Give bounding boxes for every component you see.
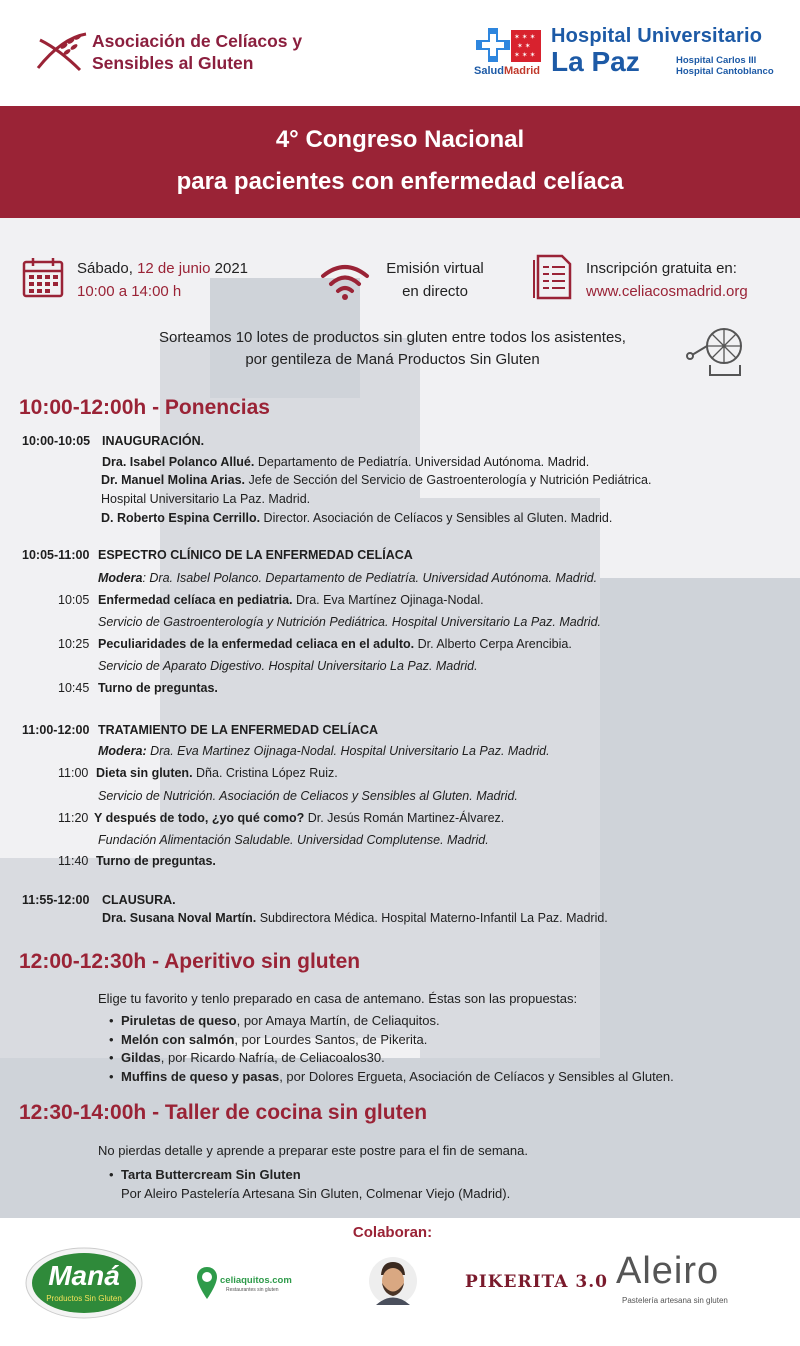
hospital-name-line2: La Paz [551, 46, 640, 77]
salud-madrid-label: SaludMadrid [474, 65, 541, 77]
section-intro: Elige tu favorito y tenlo preparado en casa de antemano. Éstas son las propuestas: [98, 991, 578, 1006]
section-title-aperitivo: 12:00-12:30h - Aperitivo sin gluten [19, 950, 361, 973]
talk-time: 11:00 [58, 766, 89, 780]
registration-info: Inscripción gratuita en: www.celiacosmadrid.org [586, 257, 748, 303]
celiaquitos-logo: celiaquitos.com Restaurantes sin gluten [196, 1266, 316, 1306]
header [0, 0, 800, 106]
section-title-taller: 12:30-14:00h - Taller de cocina sin gluten [19, 1101, 428, 1124]
event-date-time: Sábado, 12 de junio 2021 10:00 a 14:00 h [77, 260, 249, 300]
list-item: • Piruletas de queso, por Amaya Martín, de Celiaquitos. [121, 1013, 440, 1028]
hospital-subsites: Hospital Carlos III Hospital Cantoblanco [676, 55, 774, 77]
talk-affiliation: Fundación Alimentación Saludable. Universidad Complutense. Madrid. [98, 833, 489, 847]
talk-line: Peculiaridades de la enfermedad celiaca en el adulto. Dr. Alberto Cerpa Arencibia. [98, 637, 572, 651]
block-time: 11:00-12:00 [22, 723, 90, 737]
talk-time: 11:40 [58, 854, 89, 868]
event-title-line2: para pacientes con enfermedad celíaca [176, 168, 624, 195]
wifi-icon [320, 262, 370, 302]
moderator-line: Modera: Dra. Eva Martinez Oijnaga-Nodal. Hospital Universitario La Paz. Madrid. [98, 744, 550, 758]
speaker-line: Dra. Susana Noval Martín. Subdirectora Médica. Hospital Materno-Infantil La Paz. Madrid. [102, 911, 608, 925]
speaker-line: Dra. Isabel Polanco Allué. Departamento de Pediatría. Universidad Autónoma. Madrid. [102, 455, 590, 469]
list-item: • Muffins de queso y pasas, por Dolores Ergueta, Asociación de Celíacos y Sensibles al Gluten. [121, 1069, 674, 1084]
talk-time: 11:20 [58, 811, 89, 825]
block-time: 11:55-12:00 [22, 893, 90, 907]
talk-line: Y después de todo, ¿yo qué como? Dr. Jesús Román Martinez-Álvarez. [94, 811, 505, 825]
talk-line: Turno de preguntas. [98, 681, 218, 695]
document-icon [530, 252, 574, 300]
list-item: • Tarta Buttercream Sin Gluten [121, 1167, 301, 1182]
wheat-logo-icon [34, 28, 92, 74]
registration-link[interactable]: www.celiacosmadrid.org [586, 283, 748, 300]
raffle-notice: Sorteamos 10 lotes de productos sin gluten entre todos los asistentes, por gentileza de Maná Productos Sin Gluten [159, 329, 626, 368]
block-title: INAUGURACIÓN. [102, 434, 205, 448]
chef-avatar [368, 1256, 418, 1306]
block-title: TRATAMIENTO DE LA ENFERMEDAD CELÍACA [98, 723, 379, 737]
section-title-ponencias: 10:00-12:00h - Ponencias [19, 396, 270, 419]
talk-affiliation: Servicio de Aparato Digestivo. Hospital Universitario La Paz. Madrid. [98, 659, 478, 673]
sponsors-title: Colaboran: [352, 1224, 433, 1241]
list-item-detail: Por Aleiro Pastelería Artesana Sin Gluten, Colmenar Viejo (Madrid). [121, 1186, 511, 1201]
map-pin-icon [196, 1266, 218, 1300]
event-banner [0, 106, 800, 218]
aleiro-logo: Aleiro Pastelería artesana sin gluten [616, 1250, 728, 1305]
community-flag-icon: ✶ ✶ ✶ ✶ ✶ ✶ ✶ ✶ [511, 30, 541, 62]
calendar-icon [22, 257, 64, 299]
talk-line: Enfermedad celíaca en pediatria. Dra. Eva Martínez Ojinaga-Nodal. [98, 593, 484, 607]
virtual-stream-info: Emisión virtual en directo [386, 260, 484, 300]
event-title-line1: 4° Congreso Nacional [275, 126, 525, 153]
mana-logo: Maná Productos Sin Gluten [24, 1246, 144, 1320]
talk-time: 10:25 [58, 637, 90, 651]
block-time: 10:05-11:00 [22, 548, 90, 562]
talk-affiliation: Servicio de Gastroenterología y Nutrición Pediátrica. Hospital Universitario La Paz. Madrid. [98, 615, 602, 629]
section-intro: No pierdas detalle y aprende a preparar este postre para el fin de semana. [98, 1143, 528, 1158]
madrid-health-cross-icon [476, 28, 510, 62]
speaker-line: Dr. Manuel Molina Arias. Jefe de Sección del Servicio de Gastroenterología y Nutrición Pediátrica. [101, 473, 652, 487]
talk-time: 10:05 [58, 593, 90, 607]
list-item: • Gildas, por Ricardo Nafría, de Celiacoalos30. [121, 1050, 385, 1065]
hospital-name-line1: Hospital Universitario [551, 25, 763, 47]
moderator-line: Modera: Dra. Isabel Polanco. Departamento de Pediatría. Universidad Autónoma. Madrid. [98, 571, 598, 585]
talk-line: Dieta sin gluten. Dña. Cristina López Ruiz. [96, 766, 338, 780]
block-time: 10:00-10:05 [22, 434, 91, 448]
list-item: • Melón con salmón, por Lourdes Santos, de Pikerita. [121, 1032, 427, 1047]
block-title: CLAUSURA. [102, 893, 176, 907]
talk-affiliation: Servicio de Nutrición. Asociación de Celiacos y Sensibles al Gluten. Madrid. [98, 789, 518, 803]
pikerita-logo: PIKERITA 3.0 [465, 1272, 608, 1292]
block-title: ESPECTRO CLÍNICO DE LA ENFERMEDAD CELÍACA [98, 548, 413, 562]
talk-time: 10:45 [58, 681, 90, 695]
speaker-line: D. Roberto Espina Cerrillo. Director. Asociación de Celíacos y Sensibles al Gluten. Madrid. [101, 511, 613, 525]
speaker-line: Hospital Universitario La Paz. Madrid. [101, 492, 311, 506]
talk-line: Turno de preguntas. [96, 854, 216, 868]
raffle-drum-icon [686, 325, 752, 377]
association-name: Asociación de Celíacos y Sensibles al Gluten [92, 31, 303, 73]
